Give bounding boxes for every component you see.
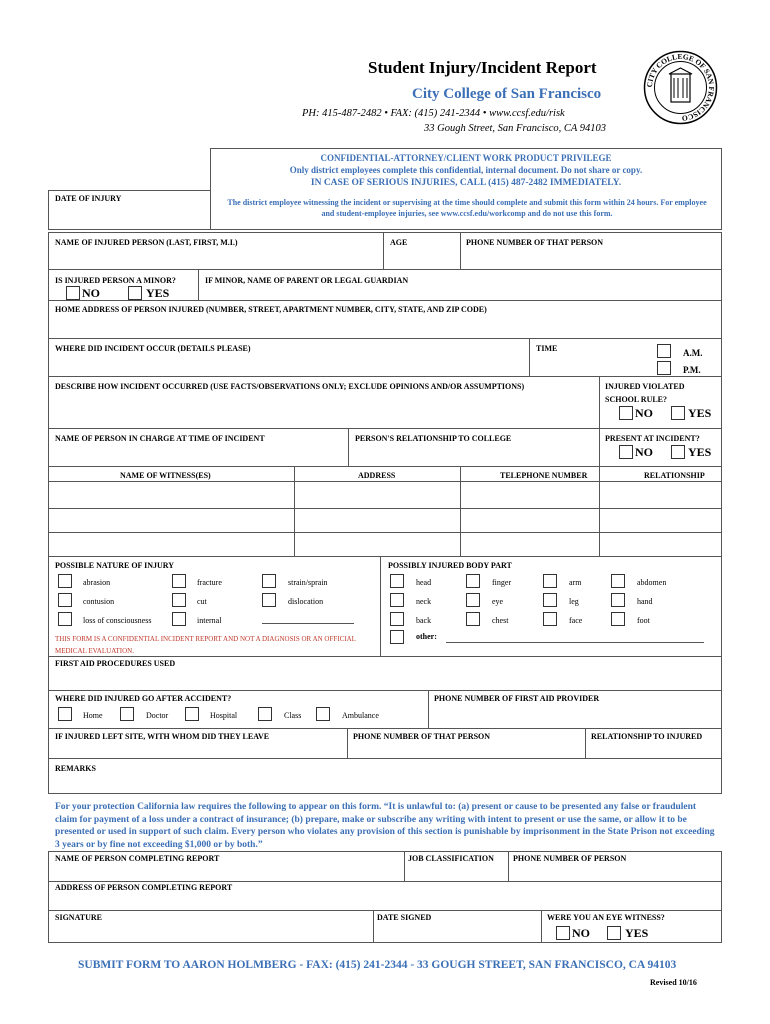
violated-label-1: INJURED VIOLATED xyxy=(605,382,685,391)
nature-option: contusion xyxy=(83,597,115,606)
body-checkbox[interactable] xyxy=(390,593,404,607)
time-label: TIME xyxy=(536,344,558,353)
nature-checkbox[interactable] xyxy=(58,574,72,588)
home-address-label: HOME ADDRESS OF PERSON INJURED (NUMBER, STREET, APARTMENT NUMBER, CITY, STATE, AND ZIP CODE) xyxy=(55,305,487,314)
form-title: Student Injury/Incident Report xyxy=(368,58,597,77)
completer-name-label: NAME OF PERSON COMPLETING REPORT xyxy=(55,854,220,863)
address-line: 33 Gough Street, San Francisco, CA 94103 xyxy=(424,123,606,134)
notice-line2: Only district employees complete this confidential, internal document. Do not share or copy. xyxy=(289,165,643,175)
go-class-checkbox[interactable] xyxy=(258,707,272,721)
violated-yes-checkbox[interactable] xyxy=(671,406,685,420)
nature-option: internal xyxy=(197,616,222,625)
witness-name-header: NAME OF WITNESS(ES) xyxy=(120,471,211,480)
name-injured-label: NAME OF INJURED PERSON (LAST, FIRST, M.I.) xyxy=(55,238,238,247)
present-no-checkbox[interactable] xyxy=(619,445,633,459)
nature-option: dislocation xyxy=(288,597,324,606)
body-option: head xyxy=(416,578,432,587)
eyewitness-label: WERE YOU AN EYE WITNESS? xyxy=(547,913,665,922)
present-yes-label: YES xyxy=(688,445,712,459)
date-of-injury-label: DATE OF INJURY xyxy=(55,194,122,203)
parent-guardian-label: IF MINOR, NAME OF PARENT OR LEGAL GUARDIAN xyxy=(205,276,409,285)
body-option: arm xyxy=(569,578,582,587)
left-site-label: IF INJURED LEFT SITE, WITH WHOM DID THEY LEAVE xyxy=(55,732,270,741)
pm-label: P.M. xyxy=(683,365,701,375)
go-class-label: Class xyxy=(284,711,302,720)
body-other-checkbox[interactable] xyxy=(390,630,404,644)
describe-label: DESCRIBE HOW INCIDENT OCCURRED (USE FACTS/OBSERVATIONS ONLY; EXCLUDE OPINIONS AND/OR ASSUMPTIONS) xyxy=(55,382,525,391)
body-checkbox[interactable] xyxy=(466,574,480,588)
is-minor-label: IS INJURED PERSON A MINOR? xyxy=(55,276,176,285)
college-seal xyxy=(643,50,718,125)
body-checkbox[interactable] xyxy=(390,574,404,588)
body-option: hand xyxy=(637,597,653,606)
minor-no-checkbox[interactable] xyxy=(66,286,80,300)
relationship-injured-label: RELATIONSHIP TO INJURED xyxy=(591,732,703,741)
relationship-college-label: PERSON'S RELATIONSHIP TO COLLEGE xyxy=(355,434,512,443)
go-ambulance-checkbox[interactable] xyxy=(316,707,330,721)
signature-label: SIGNATURE xyxy=(55,913,102,922)
go-home-label: Home xyxy=(83,711,103,720)
present-yes-checkbox[interactable] xyxy=(671,445,685,459)
body-checkbox[interactable] xyxy=(611,574,625,588)
nature-checkbox[interactable] xyxy=(172,593,186,607)
revised-date: Revised 10/16 xyxy=(650,978,697,987)
submit-instruction: SUBMIT FORM TO AARON HOLMBERG - FAX: (415) 241-2344 - 33 GOUGH STREET, SAN FRANCISCO, CA 94103 xyxy=(78,959,677,971)
body-option: leg xyxy=(569,597,579,606)
pm-checkbox[interactable] xyxy=(657,361,671,375)
nature-checkbox[interactable] xyxy=(262,574,276,588)
nature-checkbox[interactable] xyxy=(172,574,186,588)
nature-option: fracture xyxy=(197,578,222,587)
body-checkbox[interactable] xyxy=(390,612,404,626)
body-option: abdomen xyxy=(637,578,667,587)
nature-option: abrasion xyxy=(83,578,111,587)
minor-yes-label: YES xyxy=(146,286,170,300)
body-checkbox[interactable] xyxy=(543,574,557,588)
go-doctor-checkbox[interactable] xyxy=(120,707,134,721)
witness-address-header: ADDRESS xyxy=(358,471,396,480)
body-checkbox[interactable] xyxy=(611,612,625,626)
body-option: back xyxy=(416,616,432,625)
violated-no-label: NO xyxy=(635,406,653,420)
where-occur-label: WHERE DID INCIDENT OCCUR (DETAILS PLEASE) xyxy=(55,344,251,353)
nature-checkbox[interactable] xyxy=(58,593,72,607)
body-option: chest xyxy=(492,616,509,625)
completer-phone-label: PHONE NUMBER OF PERSON xyxy=(513,854,627,863)
college-name: City College of San Francisco xyxy=(412,86,602,102)
body-other-label: other: xyxy=(416,632,437,641)
body-checkbox[interactable] xyxy=(466,612,480,626)
am-checkbox[interactable] xyxy=(657,344,671,358)
remarks-label: REMARKS xyxy=(55,764,96,773)
age-label: AGE xyxy=(390,238,408,247)
where-go-label: WHERE DID INJURED GO AFTER ACCIDENT? xyxy=(55,694,232,703)
witness-relationship-header: RELATIONSHIP xyxy=(644,471,705,480)
go-hospital-label: Hospital xyxy=(210,711,238,720)
notice-line1: CONFIDENTIAL-ATTORNEY/CLIENT WORK PRODUCT PRIVILEGE xyxy=(320,153,612,163)
body-option: neck xyxy=(416,597,432,606)
eyewitness-no-checkbox[interactable] xyxy=(556,926,570,940)
law-notice: For your protection California law requires the following to appear on this form. “It is unlawful to: (a) present or cause to be presented any false or fraudulent claim for payment of a loss under a contract of insurance; (b) prepare, make or subscribe any writing with intent to present or use the same, or allow it to be presented or used in support of such claim. Every person who violates any provision of this section is punishable by imprisonment in the State Prison not exceeding 3 years or by fine not exceeding $1,000 or by both.” xyxy=(55,802,715,850)
violated-yes-label: YES xyxy=(688,406,712,420)
minor-no-label: NO xyxy=(82,286,100,300)
nature-option: loss of consciousness xyxy=(83,616,152,625)
go-doctor-label: Doctor xyxy=(146,711,169,720)
notice-line4: The district employee witnessing the incident or supervising at the time should complete and submit this form within 24 hours. For employee and student-employee injuries, see www.ccsf.edu/workcomp and do not use this form. xyxy=(227,198,707,218)
go-home-checkbox[interactable] xyxy=(58,707,72,721)
date-signed-label: DATE SIGNED xyxy=(377,913,432,922)
nature-checkbox[interactable] xyxy=(172,612,186,626)
nature-label: POSSIBLE NATURE OF INJURY xyxy=(55,561,175,570)
first-aid-label: FIRST AID PROCEDURES USED xyxy=(55,659,176,668)
body-checkbox[interactable] xyxy=(543,593,557,607)
go-ambulance-label: Ambulance xyxy=(342,711,379,720)
eyewitness-yes-checkbox[interactable] xyxy=(607,926,621,940)
first-aid-phone-label: PHONE NUMBER OF FIRST AID PROVIDER xyxy=(434,694,600,703)
present-label: PRESENT AT INCIDENT? xyxy=(605,434,700,443)
nature-other-line[interactable] xyxy=(262,623,354,624)
notice-line3: IN CASE OF SERIOUS INJURIES, CALL (415) 487-2482 IMMEDIATELY. xyxy=(310,178,622,188)
am-label: A.M. xyxy=(683,348,703,358)
job-classification-label: JOB CLASSIFICATION xyxy=(408,854,494,863)
nature-option: cut xyxy=(197,597,207,606)
person-in-charge-label: NAME OF PERSON IN CHARGE AT TIME OF INCIDENT xyxy=(55,434,265,443)
nature-checkbox[interactable] xyxy=(262,593,276,607)
body-option: foot xyxy=(637,616,650,625)
nature-option: strain/sprain xyxy=(288,578,328,587)
body-checkbox[interactable] xyxy=(543,612,557,626)
present-no-label: NO xyxy=(635,445,653,459)
body-checkbox[interactable] xyxy=(611,593,625,607)
phone-person-label: PHONE NUMBER OF THAT PERSON xyxy=(466,238,604,247)
main-form xyxy=(48,232,722,794)
body-other-line[interactable] xyxy=(446,642,704,643)
contact-line: PH: 415-487-2482 • FAX: (415) 241-2344 • www.ccsf.edu/risk xyxy=(302,108,565,119)
completer-address-label: ADDRESS OF PERSON COMPLETING REPORT xyxy=(55,883,233,892)
violated-label-2: SCHOOL RULE? xyxy=(605,395,668,404)
body-option: eye xyxy=(492,597,504,606)
body-checkbox[interactable] xyxy=(466,593,480,607)
go-hospital-checkbox[interactable] xyxy=(185,707,199,721)
svg-text:CITY COLLEGE OF SAN FRANCISCO: CITY COLLEGE OF SAN FRANCISCO xyxy=(644,51,717,124)
nature-checkbox[interactable] xyxy=(58,612,72,626)
disclaimer-text: THIS FORM IS A CONFIDENTIAL INCIDENT REPORT AND NOT A DIAGNOSIS OR AN OFFICIAL MEDICAL EVALUATION. xyxy=(55,635,356,655)
eyewitness-no-label: NO xyxy=(572,926,590,940)
minor-yes-checkbox[interactable] xyxy=(128,286,142,300)
body-option: finger xyxy=(492,578,512,587)
body-part-label: POSSIBLY INJURED BODY PART xyxy=(388,561,512,570)
phone-person-2-label: PHONE NUMBER OF THAT PERSON xyxy=(353,732,491,741)
witness-phone-header: TELEPHONE NUMBER xyxy=(500,471,588,480)
violated-no-checkbox[interactable] xyxy=(619,406,633,420)
eyewitness-yes-label: YES xyxy=(625,926,649,940)
body-option: face xyxy=(569,616,583,625)
